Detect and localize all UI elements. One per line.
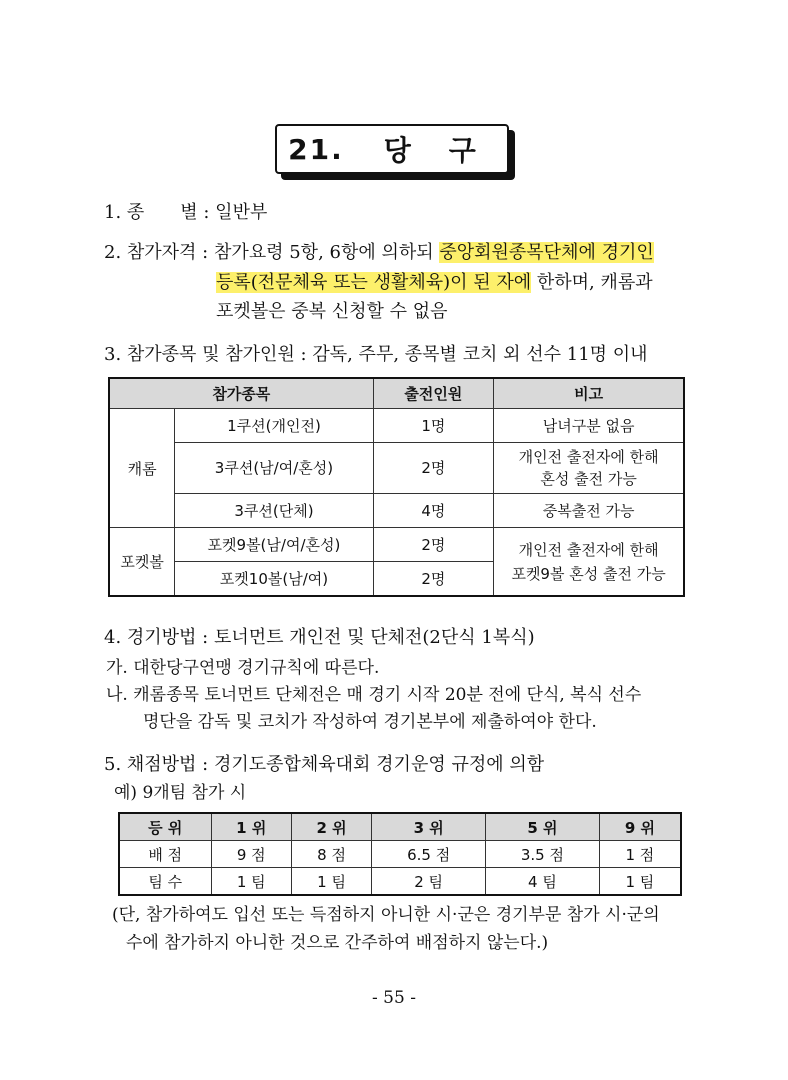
item-2-line2 (216, 270, 653, 296)
item-2-prefix: 2. 참가자격 : 참가요령 5항, 6항에 의하되 (104, 242, 440, 263)
title-char-2: 구 (448, 134, 478, 167)
title-box (275, 124, 509, 174)
item-1: 1. 종 별 : 일반부 (104, 202, 268, 223)
points-label: 배 점 (119, 841, 211, 868)
points-cell: 1 점 (599, 841, 681, 868)
item-2-highlight-1: 중앙회원종목단체에 경기인 (439, 242, 654, 263)
note-line-1: 개인전 출전자에 한해 (518, 448, 659, 466)
rank-cell: 2 위 (291, 813, 371, 841)
item-5-title: 5. 채점방법 : 경기도종합체육대회 경기운영 규정에 의함 (104, 754, 545, 775)
table-row (109, 528, 684, 562)
events-table (108, 377, 685, 597)
table-row (109, 494, 684, 528)
item-2-suffix: 한하며, 캐롬과 (531, 272, 653, 293)
item-4-title: 4. 경기방법 : 토너먼트 개인전 및 단체전(2단식 1복식) (104, 627, 535, 648)
teams-label: 팀 수 (119, 868, 211, 896)
points-cell: 3.5 점 (486, 841, 600, 868)
title-char-1: 당 (383, 134, 413, 167)
item-4-ga: 가. 대한당구연맹 경기규칙에 따른다. (106, 658, 380, 678)
events-table-header (109, 378, 684, 409)
group-pocket: 포켓볼 (109, 528, 175, 597)
event-cell: 포켓10볼(남/여) (175, 562, 373, 597)
points-cell: 6.5 점 (372, 841, 486, 868)
teams-cell: 1 팀 (211, 868, 291, 896)
rank-cell: 5 위 (486, 813, 600, 841)
note-cell: 남녀구분 없음 (494, 409, 684, 443)
title-number: 21. (288, 132, 344, 166)
teams-cell: 1 팀 (599, 868, 681, 896)
header-note: 비고 (494, 378, 684, 409)
note-line-2: 수에 참가하지 아니한 것으로 간주하여 배점하지 않는다.) (126, 933, 549, 953)
group-carom: 캐롬 (109, 409, 175, 528)
count-cell: 2명 (373, 528, 494, 562)
item-2-highlight-2: 등록(전문체육 또는 생활체육)이 된 자에 (216, 272, 532, 293)
item-2-line3: 포켓볼은 중복 신청할 수 없음 (216, 301, 448, 322)
note-cell (494, 528, 684, 597)
table-row (109, 409, 684, 443)
item-4-na-line1: 나. 캐롬종목 토너먼트 단체전은 매 경기 시작 20분 전에 단식, 복식 선수 (106, 685, 642, 705)
table-row (109, 443, 684, 494)
note-cell: 중복출전 가능 (494, 494, 684, 528)
rank-cell: 9 위 (599, 813, 681, 841)
teams-cell: 2 팀 (372, 868, 486, 896)
event-cell: 1쿠션(개인전) (175, 409, 373, 443)
scoring-header-row (119, 813, 681, 841)
points-cell: 9 점 (211, 841, 291, 868)
header-event: 참가종목 (109, 378, 373, 409)
teams-cell: 1 팀 (291, 868, 371, 896)
count-cell: 1명 (373, 409, 494, 443)
rank-label: 등 위 (119, 813, 211, 841)
scoring-points-row (119, 841, 681, 868)
item-4-na-line2: 명단을 감독 및 코치가 작성하여 경기본부에 제출하여야 한다. (143, 712, 597, 732)
note-line-1: 개인전 출전자에 한해 (518, 540, 659, 559)
count-cell: 2명 (373, 443, 494, 494)
page-number: - 55 - (372, 988, 416, 1008)
points-cell: 8 점 (291, 841, 371, 868)
teams-cell: 4 팀 (486, 868, 600, 896)
header-count: 출전인원 (373, 378, 494, 409)
event-cell: 3쿠션(남/여/혼성) (175, 443, 373, 494)
rank-cell: 1 위 (211, 813, 291, 841)
scoring-teams-row (119, 868, 681, 896)
note-line-2: 포켓9볼 혼성 출전 가능 (511, 564, 666, 583)
event-cell: 3쿠션(단체) (175, 494, 373, 528)
note-line-2: 혼성 출전 가능 (540, 470, 637, 488)
event-cell: 포켓9볼(남/여/혼성) (175, 528, 373, 562)
note-cell (494, 443, 684, 494)
scoring-table (118, 812, 682, 896)
count-cell: 2명 (373, 562, 494, 597)
rank-cell: 3 위 (372, 813, 486, 841)
item-5-example: 예) 9개팀 참가 시 (114, 783, 247, 803)
item-2-line1 (104, 240, 654, 266)
count-cell: 4명 (373, 494, 494, 528)
item-3: 3. 참가종목 및 참가인원 : 감독, 주무, 종목별 코치 외 선수 11명 이내 (104, 344, 648, 365)
note-line-1: (단, 참가하여도 입선 또는 득점하지 아니한 시·군은 경기부문 참가 시·군의 (112, 905, 660, 925)
section-title (275, 124, 509, 174)
